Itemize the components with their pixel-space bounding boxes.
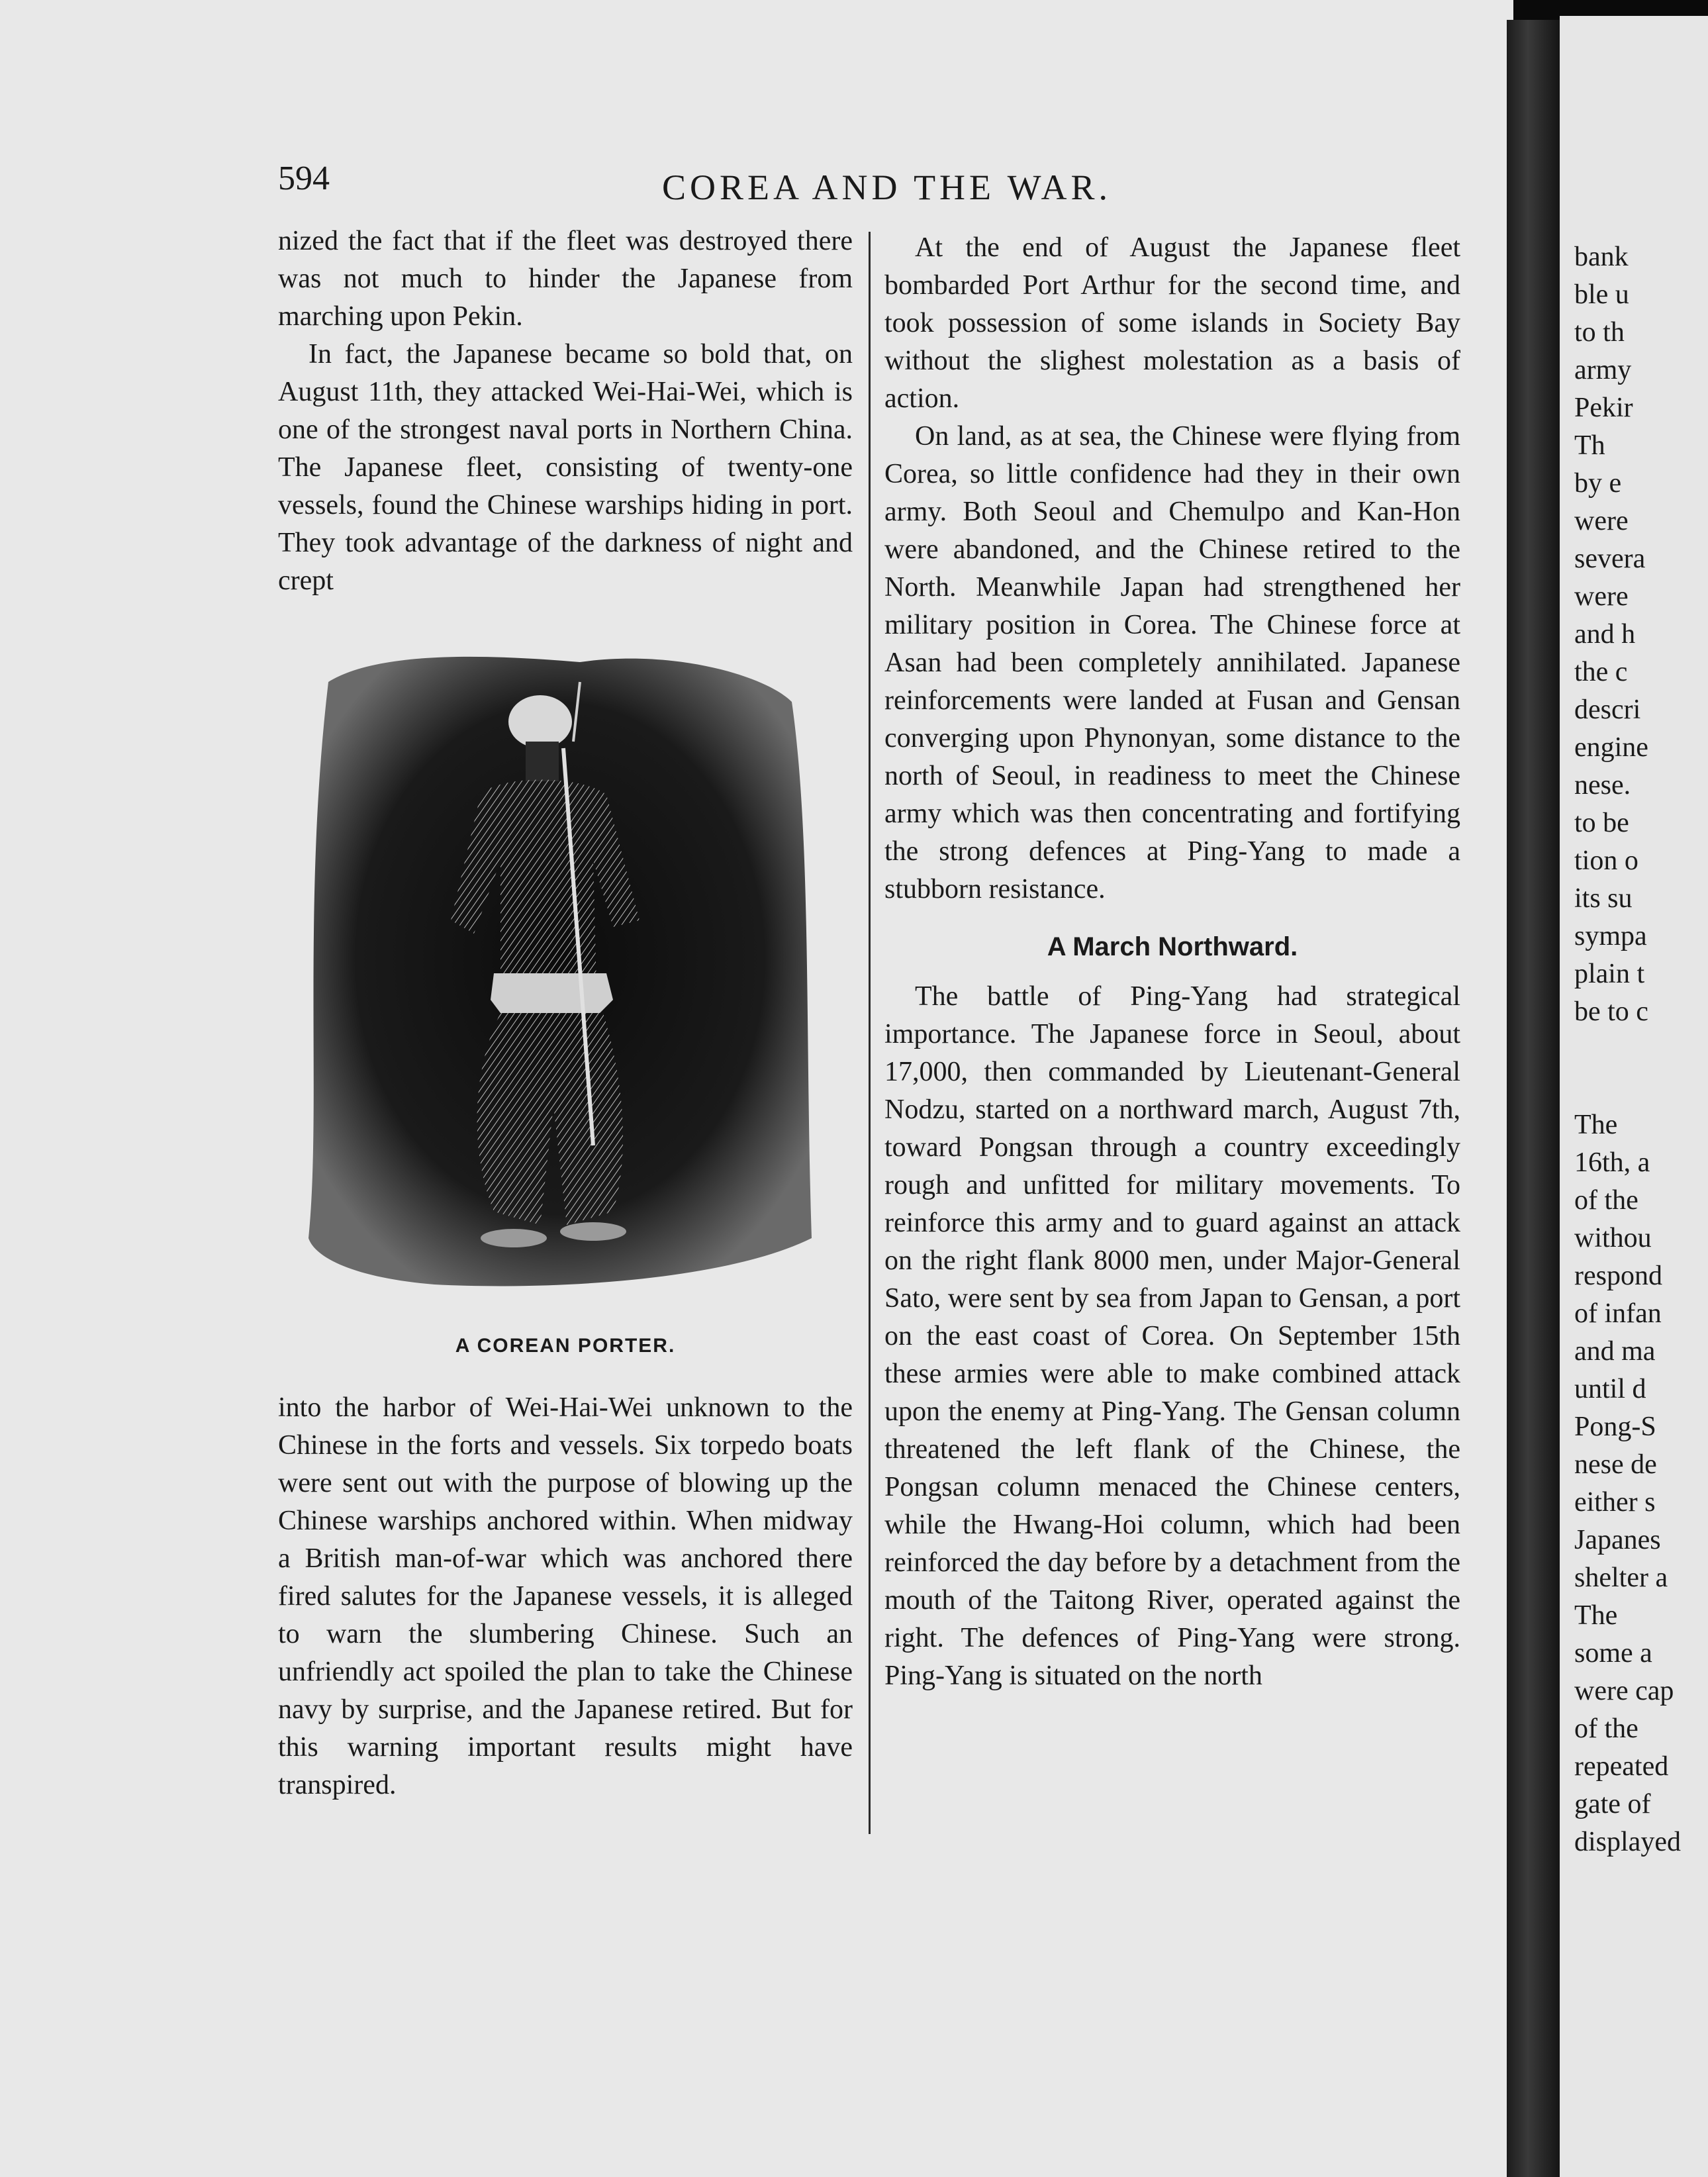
left-column-bottom <box>278 1389 853 1804</box>
facing-line: Pong-S <box>1574 1412 1656 1442</box>
paragraph: In fact, the Japanese became so bold that, on August 11th, they attacked Wei-Hai-Wei, which is one of the strongest naval ports in Northern China. The Japanese fleet, consisting of twenty-one vessels, found the Chinese warships hiding in port. They took advantage of the darkness of night and crept <box>278 339 853 596</box>
facing-line: repeated <box>1574 1751 1669 1782</box>
paragraph: At the end of August the Japanese fleet bombarded Port Arthur for the second time, and took possession of some islands in Society Bay without the slighest molestation as a basis of action. <box>884 232 1460 414</box>
facing-line: engine <box>1574 732 1648 763</box>
facing-line: by e <box>1574 468 1622 499</box>
running-head: COREA AND THE WAR. <box>662 168 1112 207</box>
page-number: 594 <box>278 160 330 197</box>
facing-line: army <box>1574 355 1632 385</box>
facing-line: until d <box>1574 1374 1646 1404</box>
facing-line: the c <box>1574 657 1628 687</box>
facing-line: were <box>1574 581 1629 612</box>
paragraph: into the harbor of Wei-Hai-Wei unknown to the Chinese in the forts and vessels. Six torpedo boats were sent out with the purpose of blowing up the Chinese warships anchored within. When midway a British man-of-war which was anchored there fired salutes for the Japanese vessels, it is alleged to warn the slumbering Chinese. Such an unfriendly act spoiled the plan to take the Chinese navy by surprise, and the Japanese retired. But for this warning important results might have transpired. <box>278 1392 853 1800</box>
facing-line: to th <box>1574 317 1625 348</box>
facing-line: were cap <box>1574 1676 1674 1706</box>
left-column-top <box>278 222 853 600</box>
facing-line: of infan <box>1574 1298 1662 1329</box>
facing-line: descri <box>1574 695 1641 725</box>
facing-line: and h <box>1574 619 1636 650</box>
facing-line: The <box>1574 1600 1618 1631</box>
facing-line: ble u <box>1574 279 1629 310</box>
corean-porter-illustration <box>302 642 818 1304</box>
facing-line: Th <box>1574 430 1605 461</box>
figure-caption: A COREAN PORTER. <box>455 1335 676 1357</box>
facing-line: respond <box>1574 1261 1662 1291</box>
facing-line: to be <box>1574 808 1629 838</box>
facing-line: withou <box>1574 1223 1652 1253</box>
paragraph: The battle of Ping-Yang had strategical importance. The Japanese force in Seoul, about 17,000, then commanded by Lieutenant-General Nodzu, started on a northward march, August 7th, toward Pongsan through a country exceedingly rough and unfitted for military movements. To reinforce this army and to guard against an attack on the right flank 8000 men, under Major-General Sato, were sent by sea from Japan to Gensan, a port on the east coast of Corea. On September 15th these armies were able to make combined attack upon the enemy at Ping-Yang. The Gensan column threatened the left flank of the Chinese, the Pongsan column menaced the Chinese centers, while the Hwang-Hoi column, which had been reinforced the day before by a detachment from the mouth of the Taitong River, operated against the right. The defences of Ping-Yang were strong. Ping-Yang is situated on the north <box>884 981 1460 1691</box>
facing-line: gate of <box>1574 1789 1651 1819</box>
paragraph: On land, as at sea, the Chinese were flying from Corea, so little confidence had they in their own army. Both Seoul and Chemulpo and Kan-Hon were abandoned, and the Chinese retired to the North. Meanwhile Japan had strengthened her military position in Corea. The Chinese force at Asan had been completely annihilated. Japanese reinforcements were landed at Fusan and Gensan converging upon Phynonyan, some distance to the north of Seoul, in readiness to meet the Chinese army which was then concentrating and fortifying the strong defences at Ping-Yang to made a stubborn resistance. <box>884 421 1460 904</box>
facing-line: some a <box>1574 1638 1652 1669</box>
paragraph: nized the fact that if the fleet was destroyed there was not much to hinder the Japanese from marching upon Pekin. <box>278 226 853 332</box>
facing-line: 16th, a <box>1574 1147 1650 1178</box>
facing-line: Pekir <box>1574 393 1633 423</box>
facing-line: its su <box>1574 883 1633 914</box>
facing-line: were <box>1574 506 1629 536</box>
facing-line: and ma <box>1574 1336 1656 1367</box>
right-column <box>884 229 1460 1695</box>
book-gutter <box>1507 20 1560 2177</box>
facing-line: bank <box>1574 242 1629 272</box>
facing-line: severa <box>1574 544 1646 574</box>
facing-line: shelter a <box>1574 1563 1668 1593</box>
facing-line: tion o <box>1574 846 1638 876</box>
column-rule <box>869 232 871 1834</box>
facing-line: sympa <box>1574 921 1647 951</box>
facing-line <box>1574 1069 1681 1106</box>
facing-line: be to c <box>1574 996 1648 1027</box>
facing-line: Japanes <box>1574 1525 1661 1555</box>
facing-line: either s <box>1574 1487 1656 1518</box>
facing-line <box>1574 1031 1681 1069</box>
facing-line: plain t <box>1574 959 1645 989</box>
facing-line: displayed <box>1574 1827 1681 1857</box>
facing-line: The <box>1574 1110 1618 1140</box>
facing-page-text <box>1574 238 1681 1861</box>
facing-line: of the <box>1574 1714 1638 1744</box>
engraving-image <box>302 642 818 1304</box>
facing-line: nese de <box>1574 1449 1657 1480</box>
section-heading: A March Northward. <box>1047 932 1298 961</box>
facing-line: nese. <box>1574 770 1631 800</box>
facing-line: of the <box>1574 1185 1638 1216</box>
